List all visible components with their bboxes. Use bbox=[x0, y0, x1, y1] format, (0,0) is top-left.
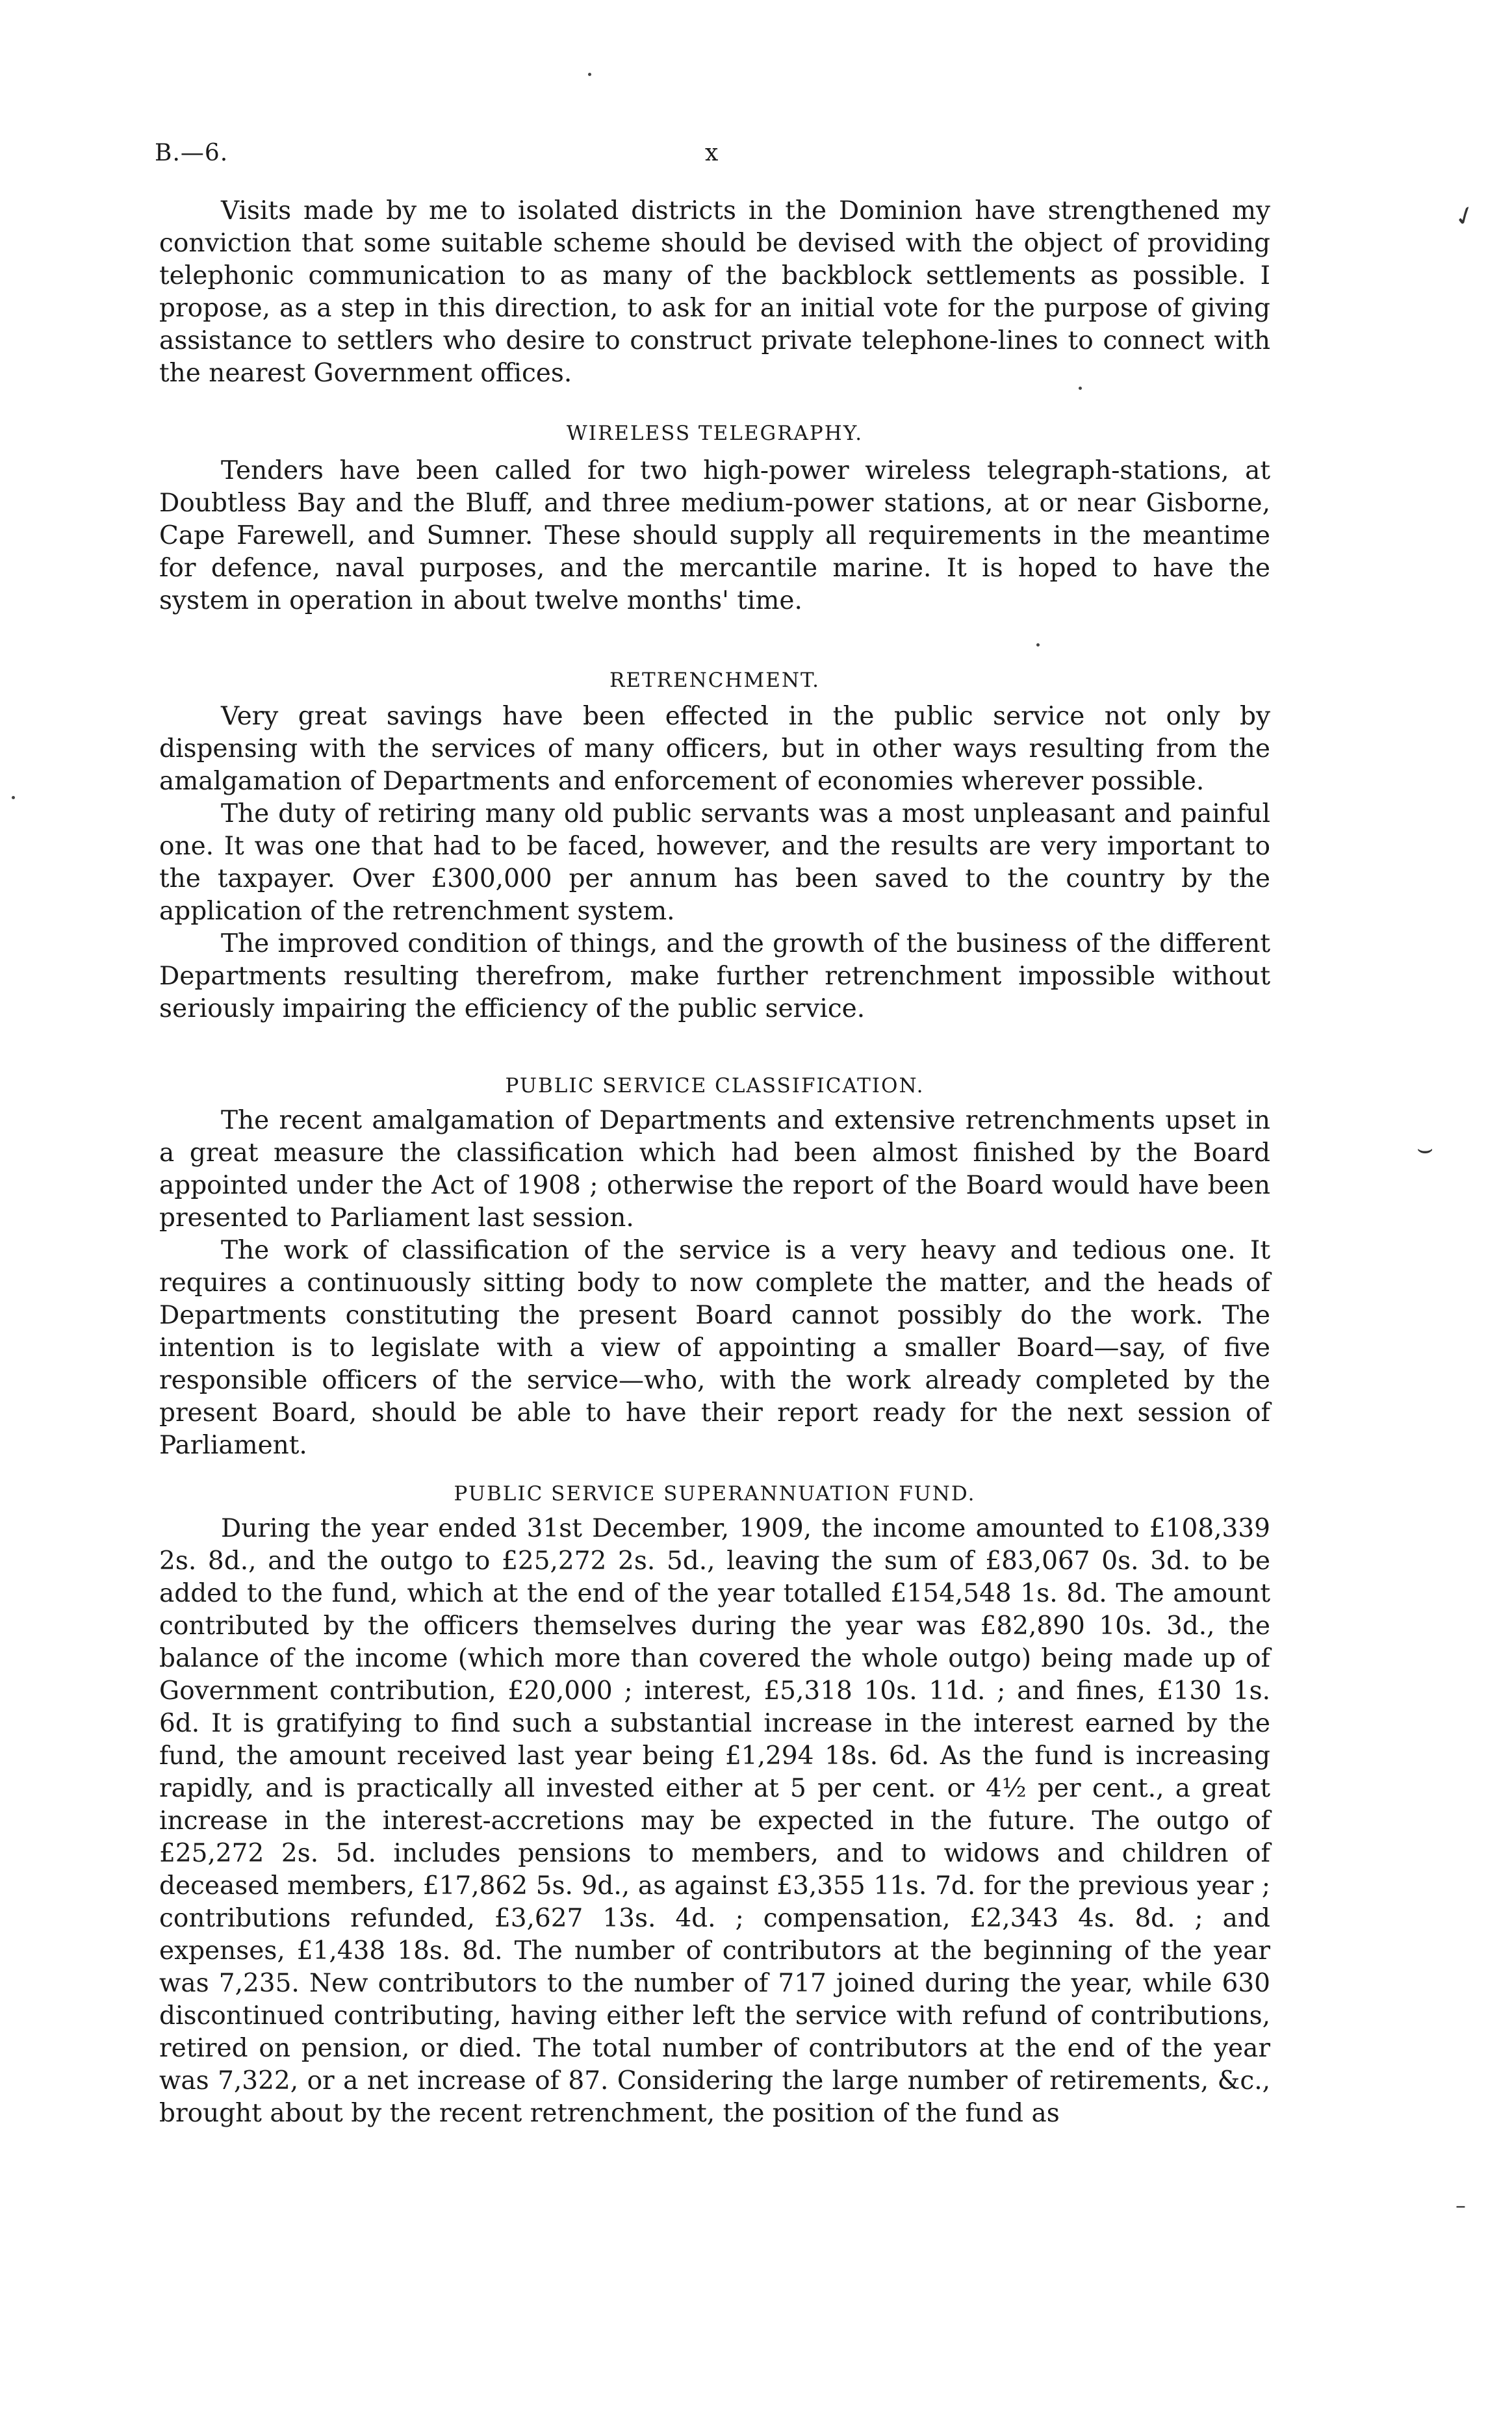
classification-paragraph-2: The work of classification of the service is a very heavy and tedious one. It requires a continuously sitting body to now complete the matter, and the heads of Departments constituting the present Board cannot possibly do the work. The intention is to legislate with a view of appointing a smaller Board—say, of five responsible officers of the service—who, with the work already completed by the present Board, should be able to have their report ready for the next session of Parliament. bbox=[159, 1236, 1270, 1460]
retrenchment-paragraph-1: Very great savings have been effected in the public service not only by dispensing with the services of many officers, but in other ways resulting from the amalgamation of Departments and enforcement of economies wherever possible. bbox=[159, 702, 1270, 796]
margin-scribble-mark: ⌣ bbox=[1416, 1134, 1434, 1164]
page-number: x bbox=[705, 140, 719, 166]
margin-tick-mark: ✓ bbox=[1450, 198, 1481, 235]
retrenchment-paragraph-3: The improved condition of things, and the growth of the business of the different Departments resulting therefrom, make further retrenchment impossible without seriously impairing the efficiency of the public service. bbox=[159, 929, 1270, 1023]
margin-dash-mark: – bbox=[1455, 2193, 1466, 2218]
classification-paragraph-1: The recent amalgamation of Departments and extensive retrenchments upset in a great measure the classification which had been almost finished by the Board appointed under the Act of 1908 ; otherwise the report of the Board would have been presented to Parliament last session. bbox=[159, 1106, 1270, 1233]
retrenchment-paragraph-2: The duty of retiring many old public servants was a most unpleasant and painful one. It was one that had to be faced, however, and the results are very important to the taxpayer. Over £300,000 per annum has been saved to the country by the application of the retrenchment system. bbox=[159, 799, 1270, 926]
scan-speck bbox=[588, 73, 591, 76]
telephone-paragraph: Visits made by me to isolated districts in the Dominion have strengthened my conviction that some suitable scheme should be devised with the object of providing telephonic communication to as many of the backblock settlements as possible. I propose, as a step in this direction, to ask for an initial vote for the purpose of giving assistance to settlers who desire to construct private telephone-lines to connect with the nearest Government offices. bbox=[159, 196, 1270, 388]
wireless-telegraphy-heading: WIRELESS TELEGRAPHY. bbox=[566, 422, 864, 445]
retrenchment-heading: RETRENCHMENT. bbox=[609, 669, 820, 692]
superannuation-paragraph: During the year ended 31st December, 1909, the income amounted to £108,339 2s. 8d., and the outgo to £25,272 2s. 5d., leaving the sum of £83,067 0s. 3d. to be added to the fund, which at the end of the year totalled £154,548 1s. 8d. The amount contributed by the officers themselves during the year was £82,890 10s. 3d., the balance of the income (which more than covered the whole outgo) being made up of Government contribution, £20,000 ; interest, £5,318 10s. 11d. ; and fines, £130 1s. 6d. It is gratifying to find such a substantial increase in the interest earned by the fund, the amount received last year being £1,294 18s. 6d. As the fund is increasing rapidly, and is practically all invested either at 5 per cent. or 4½ per cent., a great increase in the interest-accretions may be expected in the future. The outgo of £25,272 2s. 5d. includes pensions to members, and to widows and children of deceased members, £17,862 5s. 9d., as against £3,355 11s. 7d. for the previous year ; contributions refunded, £3,627 13s. 4d. ; compensation, £2,343 4s. 8d. ; and expenses, £1,438 18s. 8d. The number of contributors at the beginning of the year was 7,235. New contributors to the number of 717 joined during the year, while 630 discontinued contributing, having either left the service with refund of contributions, retired on pension, or died. The total number of contributors at the end of the year was 7,322, or a net increase of 87. Considering the large number of retirements, &c., brought about by the recent retrenchment, the position of the fund as bbox=[159, 1514, 1270, 2128]
body-text bbox=[159, 195, 1270, 2130]
scan-speck bbox=[12, 796, 15, 799]
document-reference: B.—6. bbox=[155, 140, 229, 166]
wireless-paragraph: Tenders have been called for two high-power wireless telegraph-stations, at Doubtless Bay and the Bluff, and three medium-power stations, at or near Gisborne, Cape Farewell, and Sumner. These should supply all requirements in the meantime for defence, naval purposes, and the mercantile marine. It is hoped to have the system in operation in about twelve months' time. bbox=[159, 456, 1270, 615]
superannuation-fund-heading: PUBLIC SERVICE SUPERANNUATION FUND. bbox=[454, 1482, 976, 1506]
public-service-classification-heading: PUBLIC SERVICE CLASSIFICATION. bbox=[505, 1074, 925, 1097]
